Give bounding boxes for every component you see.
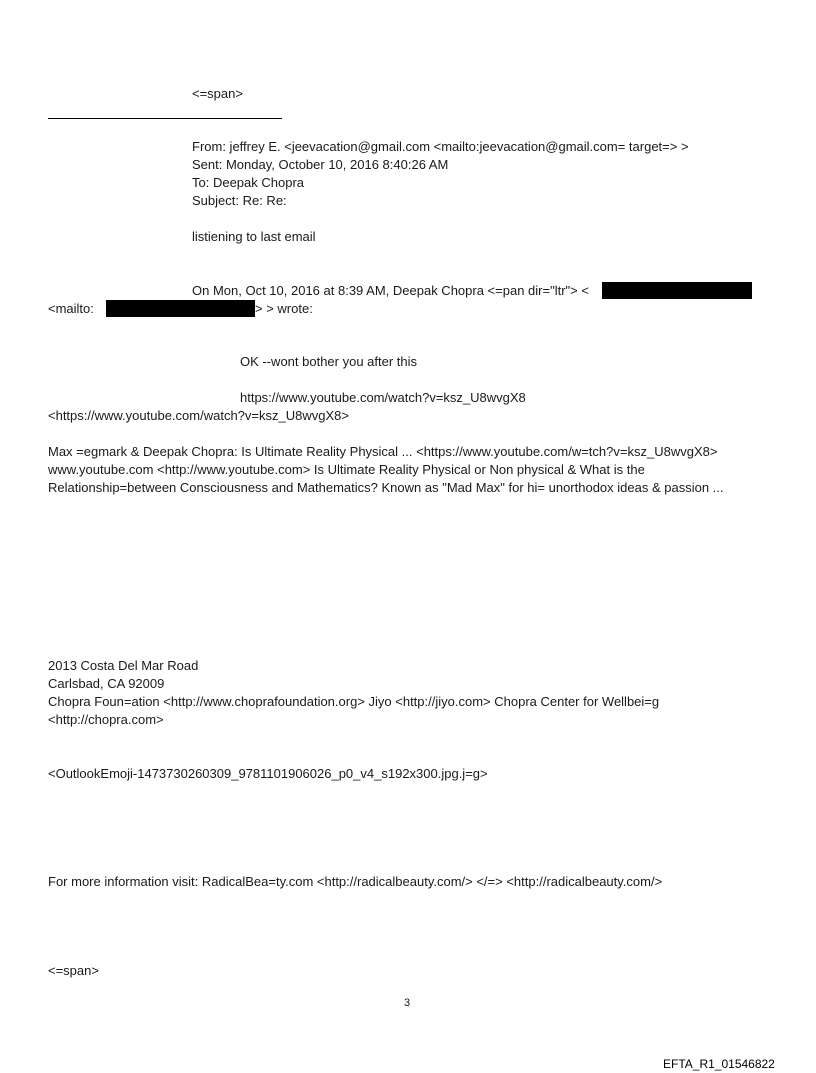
signature-line: 2013 Costa Del Mar Road — [48, 658, 199, 673]
header-subject: Subject: Re: Re: — [192, 193, 287, 208]
preview-line: www.youtube.com <http://www.youtube.com> Is Ultimate Reality Physical or Non physical & What is the — [48, 462, 645, 477]
header-to: To: Deepak Chopra — [192, 175, 305, 190]
signature-line: <http://chopra.com> — [48, 712, 164, 727]
page-number: 3 — [404, 997, 411, 1009]
signature-line: Chopra Foun=ation <http://www.choprafoundation.org> Jiyo <http://jiyo.com> Chopra Center for Wellbei=g — [48, 694, 660, 709]
header-from: From: jeffrey E. <jeevacation@gmail.com <mailto:jeevacation@gmail.com= target=> > — [192, 139, 689, 154]
document-id: EFTA_R1_01546822 — [663, 1057, 775, 1071]
quote-intro-line: On Mon, Oct 10, 2016 at 8:39 AM, Deepak Chopra <=pan dir="ltr"> < — [192, 283, 589, 298]
preview-line: Max =egmark & Deepak Chopra: Is Ultimate Reality Physical ... <https://www.youtube.com/w=tch?v=ksz_U8wvgX8> — [48, 444, 718, 459]
bottom-span-tag: <=span> — [48, 963, 99, 978]
more-info-line: For more information visit: RadicalBea=ty.com <http://radicalbeauty.com/> </=> <http://radicalbeauty.com/> — [48, 874, 663, 889]
reply-body: listiening to last email — [192, 229, 316, 244]
redaction-bar — [602, 282, 752, 299]
emoji-attachment: <OutlookEmoji-1473730260309_9781101906026_p0_v4_s192x300.jpg.j=g> — [48, 766, 488, 781]
header-sent: Sent: Monday, October 10, 2016 8:40:26 AM — [192, 157, 449, 172]
quoted-url-bracket: <https://www.youtube.com/watch?v=ksz_U8wvgX8> — [48, 408, 349, 423]
quote-mailto-prefix: <mailto: — [48, 301, 94, 316]
quote-wrote: > > wrote: — [255, 301, 313, 316]
quoted-line: OK --wont bother you after this — [240, 354, 418, 369]
signature-line: Carlsbad, CA 92009 — [48, 676, 165, 691]
preview-line: Relationship=between Consciousness and Mathematics? Known as "Mad Max" for hi= unorthodox ideas & passion ... — [48, 480, 724, 495]
quoted-url: https://www.youtube.com/watch?v=ksz_U8wvgX8 — [240, 390, 526, 405]
redaction-bar — [106, 300, 255, 317]
top-span-tag: <=span> — [192, 86, 243, 101]
separator-rule — [48, 118, 282, 119]
